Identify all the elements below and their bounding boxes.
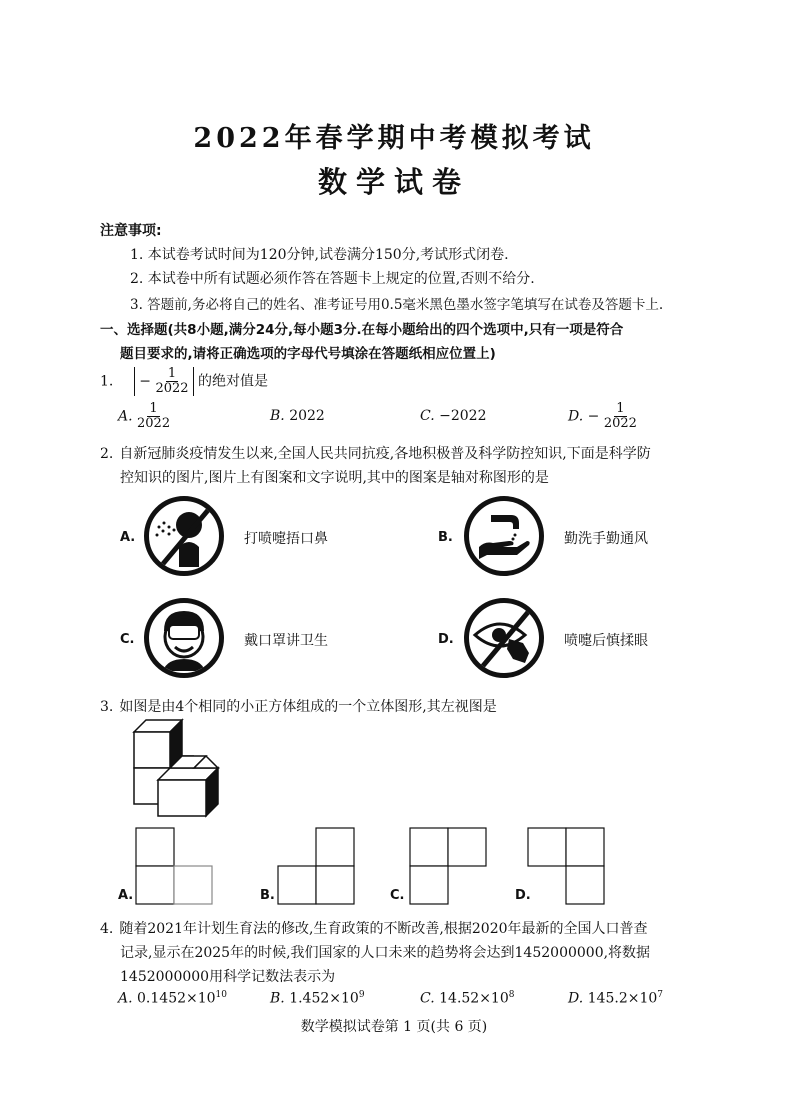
- q1-option-b[interactable]: B. 2022: [270, 408, 325, 424]
- cube-stack-figure: [128, 718, 228, 818]
- notice-heading: 注意事项:: [100, 223, 162, 239]
- option-letter: A.: [120, 530, 136, 545]
- no-spray-icon[interactable]: [144, 496, 224, 576]
- question-4-cont: 1452000000用科学记数法表示为: [120, 969, 336, 985]
- question-text: 的绝对值是: [198, 373, 268, 390]
- q1-option-c[interactable]: C. −2022: [420, 408, 487, 424]
- q3-option-a[interactable]: A.: [118, 888, 134, 903]
- question-4: 4. 随着2021年计划生育法的修改,生育政策的不断改善,根据2020年最新的全国人口普查: [100, 921, 648, 937]
- q4-option-d[interactable]: D. $145.2\times 10^7$: [568, 990, 663, 1007]
- fraction: $\frac{1}{2022}$: [155, 366, 189, 396]
- q4-option-a[interactable]: A. $0.1452\times 10^{10}$: [118, 990, 227, 1007]
- absolute-value-expression: − $\frac{1}{2022}$: [134, 367, 193, 396]
- q1-option-d[interactable]: D. − $\frac{1}{2022}$: [568, 401, 637, 431]
- q4-option-c[interactable]: C. $14.52\times 10^8$: [420, 990, 515, 1007]
- q3-option-b[interactable]: B.: [260, 888, 275, 903]
- section-heading: 一、选择题(共8小题,满分24分,每小题3分.在每小题给出的四个选项中,只有一项是符合: [100, 322, 624, 338]
- question-number: 1.: [100, 373, 114, 390]
- notice-item: 3. 答题前,务必将自己的姓名、准考证号用0.5毫米黑色墨水签字笔填写在试卷及答题卡上.: [130, 297, 664, 313]
- option-caption: 打喷嚏捂口鼻: [244, 531, 328, 547]
- q3-option-d[interactable]: D.: [515, 888, 531, 903]
- mask-face-icon[interactable]: [144, 598, 224, 678]
- no-eye-rub-icon[interactable]: [464, 598, 544, 678]
- page-footer: 数学模拟试卷第 1 页(共 6 页): [300, 1019, 488, 1035]
- q3-option-c[interactable]: C.: [390, 888, 405, 903]
- question-2: 2. 自新冠肺炎疫情发生以来,全国人民共同抗疫,各地积极普及科学防控知识,下面是科学防: [100, 446, 651, 462]
- option-letter: C.: [120, 632, 135, 647]
- exam-subtitle: 数学试卷: [317, 165, 470, 199]
- option-caption: 戴口罩讲卫生: [244, 633, 328, 649]
- question-1: [100, 367, 268, 396]
- question-4-cont: 记录,显示在2025年的时候,我们国家的人口未来的趋势将会达到1452000000,将数据: [120, 945, 651, 961]
- question-3: 3. 如图是由4个相同的小正方体组成的一个立体图形,其左视图是: [100, 699, 497, 715]
- option-letter: D.: [438, 632, 454, 647]
- q2-options-row-1: [116, 492, 656, 580]
- hand-wash-icon[interactable]: [464, 496, 544, 576]
- fraction: $\frac{1}{2022}$: [137, 401, 171, 431]
- q2-options-row-2: [116, 594, 656, 682]
- exam-title: 2022年春学期中考模拟考试: [193, 123, 595, 154]
- notice-item: 1. 本试卷考试时间为120分钟,试卷满分150分,考试形式闭卷.: [130, 247, 509, 263]
- option-caption: 喷嚏后慎揉眼: [564, 633, 648, 649]
- question-2-cont: 控知识的图片,图片上有图案和文字说明,其中的图案是轴对称图形的是: [120, 470, 549, 486]
- notice-item: 2. 本试卷中所有试题必须作答在答题卡上规定的位置,否则不给分.: [130, 271, 535, 287]
- q1-option-a[interactable]: A. $\frac{1}{2022}$: [118, 401, 171, 431]
- q4-option-b[interactable]: B. $1.452\times 10^9$: [270, 990, 365, 1007]
- fraction: $\frac{1}{2022}$: [603, 401, 637, 431]
- section-heading-cont: 题目要求的,请将正确选项的字母代号填涂在答题纸相应位置上): [120, 346, 496, 362]
- option-caption: 勤洗手勤通风: [564, 531, 648, 547]
- option-letter: B.: [438, 530, 453, 545]
